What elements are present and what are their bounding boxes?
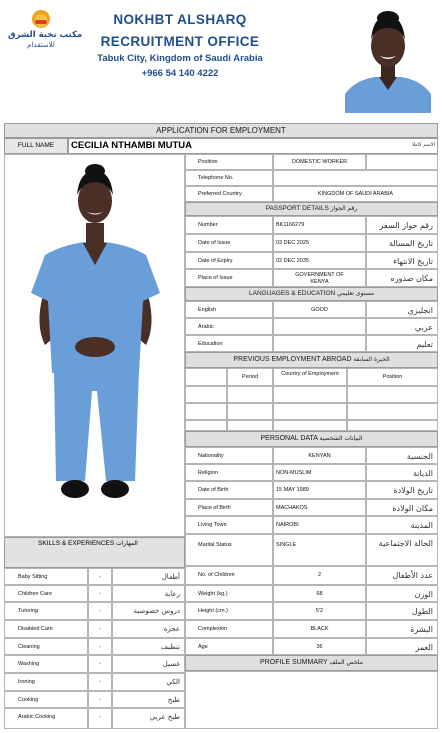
nationality-value: KENYAN (273, 447, 366, 464)
skill-ironing-value: - (88, 673, 112, 691)
agency-subtitle: RECRUITMENT OFFICE (100, 34, 260, 49)
employment-col-country (273, 368, 347, 386)
employment-row-2-b (227, 403, 273, 420)
english-label: English (185, 301, 273, 318)
nationality-label: Nationality (185, 447, 273, 464)
skill-ironing-label: Ironing (4, 673, 88, 691)
skill-disabled-care-value: - (88, 620, 112, 638)
position-blank (366, 154, 438, 170)
skill-cleaning-label: Cleaning (4, 638, 88, 655)
agency-name: NOKHBT ALSHARQ (113, 12, 247, 27)
living-town-label: Living Town (185, 516, 273, 534)
previous-employment-section-bar (185, 352, 438, 368)
arabic-ar: عربي (366, 318, 438, 335)
date-of-issue-ar: تاريخ المسالة (366, 234, 438, 252)
education-label: Education (185, 335, 273, 352)
skill-washing-label: Washing (4, 655, 88, 673)
portrait-photo (345, 6, 431, 113)
skill-arabic-cooking-label: Arabic Cooking (4, 708, 88, 729)
employment-row-2-c (273, 403, 347, 420)
full-body-photo (4, 154, 185, 537)
skill-arabic-cooking-value: - (88, 708, 112, 729)
date-of-expiry-label: Date of Expiry (185, 252, 273, 269)
skill-children-care-value: - (88, 585, 112, 602)
place-of-issue-value (273, 269, 366, 287)
skill-washing-ar: غسيل (112, 655, 185, 673)
weight-label: Weight (kg.) (185, 585, 273, 602)
skill-baby-sitting-label: Baby Sitting (4, 568, 88, 585)
position-label: Position (185, 154, 273, 170)
age-label: Age (185, 638, 273, 655)
passport-title-ar: رقم الجواز (330, 205, 358, 212)
letterhead (0, 0, 442, 122)
form-title-bar (4, 123, 438, 138)
skills-title: SKILLS & EXPERIENCES (38, 540, 115, 547)
position-value: DOMESTIC WORKER (273, 154, 366, 170)
skills-section-bar (4, 537, 185, 568)
arabic-label: Arabic (185, 318, 273, 335)
height-label: Height (cm.) (185, 602, 273, 620)
personal-title: PERSONAL DATA (260, 435, 318, 442)
place-of-birth-ar: مكان الولادة (366, 499, 438, 516)
skill-disabled-care-label: Disabled Care (4, 620, 88, 638)
employment-row-3-d (347, 420, 438, 431)
employment-row-1-d (347, 386, 438, 403)
skill-tutoring-ar: دروس خصوصية (112, 602, 185, 620)
date-of-birth-label: Date of Birth (185, 481, 273, 499)
skill-baby-sitting-ar: أطفال (112, 568, 185, 585)
logo-text-ar: مكتب نخبة الشرق (8, 30, 83, 40)
employment-row-3-c (273, 420, 347, 431)
skill-baby-sitting-value: - (88, 568, 112, 585)
personal-section-bar (185, 431, 438, 447)
agency-phone: +966 54 140 4222 (141, 68, 219, 79)
living-town-ar: المدينة (366, 516, 438, 534)
skill-cleaning-value: - (88, 638, 112, 655)
employment-row-2-d (347, 403, 438, 420)
previous-employment-title-ar: الخبرة السابقة (353, 356, 390, 363)
agency-logo (8, 9, 83, 51)
employment-col-period: Period (227, 368, 273, 386)
height-value: 5'2 (273, 602, 366, 620)
religion-label: Religion (185, 464, 273, 481)
religion-value: NON-MUSLIM (273, 464, 366, 481)
personal-title-ar: البيانات الشخصية (319, 435, 363, 442)
marital-status-label: Marital Status (185, 534, 273, 566)
telephone-value (273, 170, 438, 186)
skill-children-care-ar: رعاية (112, 585, 185, 602)
full-name-label-ar: الاسم كاملا (412, 142, 435, 148)
employment-col-position: Position (347, 368, 438, 386)
children-value: 2 (273, 566, 366, 585)
date-of-birth-value: 15 MAY 1989 (273, 481, 366, 499)
english-ar: انجليزي (366, 301, 438, 318)
passport-number-value: BK1166279 (273, 216, 366, 234)
profile-summary-box (185, 671, 438, 729)
place-of-birth-value: MACHAKOS (273, 499, 366, 516)
children-label: No. of Children (185, 566, 273, 585)
languages-section-bar (185, 287, 438, 301)
languages-title: LANGUAGES & EDUCATION (249, 290, 336, 297)
age-value: 36 (273, 638, 366, 655)
languages-title-ar: مستوى تعليمي (337, 290, 374, 297)
complexion-label: Complexion (185, 620, 273, 638)
employment-row-1-c (273, 386, 347, 403)
logo-sun-icon (32, 10, 50, 28)
employment-row-1-a (185, 386, 227, 403)
skill-disabled-care-ar: عجزة (112, 620, 185, 638)
passport-number-label: Number (185, 216, 273, 234)
education-ar: تعليم (366, 335, 438, 352)
passport-section-bar (185, 202, 438, 216)
profile-summary-title-ar: ملخص الملف (329, 659, 363, 666)
agency-location: Tabuk City, Kingdom of Saudi Arabia (97, 53, 263, 64)
weight-ar: الوزن (366, 585, 438, 602)
date-of-issue-label: Date of Issue (185, 234, 273, 252)
arabic-value (273, 318, 366, 335)
english-value: GOOD (273, 301, 366, 318)
date-of-expiry-ar: تاريخ الانتهاء (366, 252, 438, 269)
form-title: APPLICATION FOR EMPLOYMENT (156, 126, 286, 135)
religion-ar: الديانة (366, 464, 438, 481)
skill-tutoring-label: Tutoring (4, 602, 88, 620)
skill-arabic-cooking-ar: طبخ عربي (112, 708, 185, 729)
place-of-issue-ar: مكان صدوره (366, 269, 438, 287)
education-value (273, 335, 366, 352)
profile-summary-bar (185, 655, 438, 671)
employment-row-3-a (185, 420, 227, 431)
children-ar: عدد الأطفال (366, 566, 438, 585)
profile-summary-title: PROFILE SUMMARY (260, 659, 328, 666)
complexion-value: BLACK (273, 620, 366, 638)
skill-cooking-ar: طبخ (112, 691, 185, 708)
skill-tutoring-value: - (88, 602, 112, 620)
telephone-label: Telephone No. (185, 170, 273, 186)
living-town-value: NAIROBI (273, 516, 366, 534)
skill-washing-value: - (88, 655, 112, 673)
skill-cleaning-ar: تنظيف (112, 638, 185, 655)
weight-value: 68 (273, 585, 366, 602)
previous-employment-title: PREVIOUS EMPLOYMENT ABROAD (233, 356, 352, 363)
skill-ironing-ar: الكي (112, 673, 185, 691)
skill-cooking-label: Cooking (4, 691, 88, 708)
date-of-birth-ar: تاريخ الولادة (366, 481, 438, 499)
complexion-ar: البشرة (366, 620, 438, 638)
employment-spacer (185, 368, 227, 386)
passport-title: PASSPORT DETAILS (265, 205, 329, 212)
place-of-issue-label: Place of Issue (185, 269, 273, 287)
skill-children-care-label: Children Care (4, 585, 88, 602)
full-name-label: FULL NAME (4, 138, 68, 154)
passport-number-ar: رقم جواز السفر (366, 216, 438, 234)
preferred-country-value: KINGDOM OF SAUDI ARABIA (273, 186, 438, 202)
employment-row-3-b (227, 420, 273, 431)
employment-col-country-text: Country of Employment (281, 371, 339, 377)
employment-row-1-b (227, 386, 273, 403)
age-ar: العمر (366, 638, 438, 655)
marital-status-value: SINGLE (273, 534, 366, 566)
employment-row-2-a (185, 403, 227, 420)
nationality-ar: الجنسية (366, 447, 438, 464)
skill-cooking-value: - (88, 691, 112, 708)
logo-subtext-ar: للاستقدام (27, 41, 55, 49)
place-of-birth-label: Place of Birth (185, 499, 273, 516)
date-of-expiry-value: 02 DEC 2035 (273, 252, 366, 269)
preferred-country-label: Preferred Country (185, 186, 273, 202)
height-ar: الطول (366, 602, 438, 620)
marital-status-ar: الحالة الاجتماعية (366, 534, 438, 566)
full-name-value: CECILIA NTHAMBI MUTUA (68, 138, 438, 154)
skills-title-ar: المهارات (116, 540, 138, 547)
date-of-issue-value: 03 DEC 2025 (273, 234, 366, 252)
place-of-issue-text: GOVERNMENT OF KENYA (295, 272, 344, 285)
